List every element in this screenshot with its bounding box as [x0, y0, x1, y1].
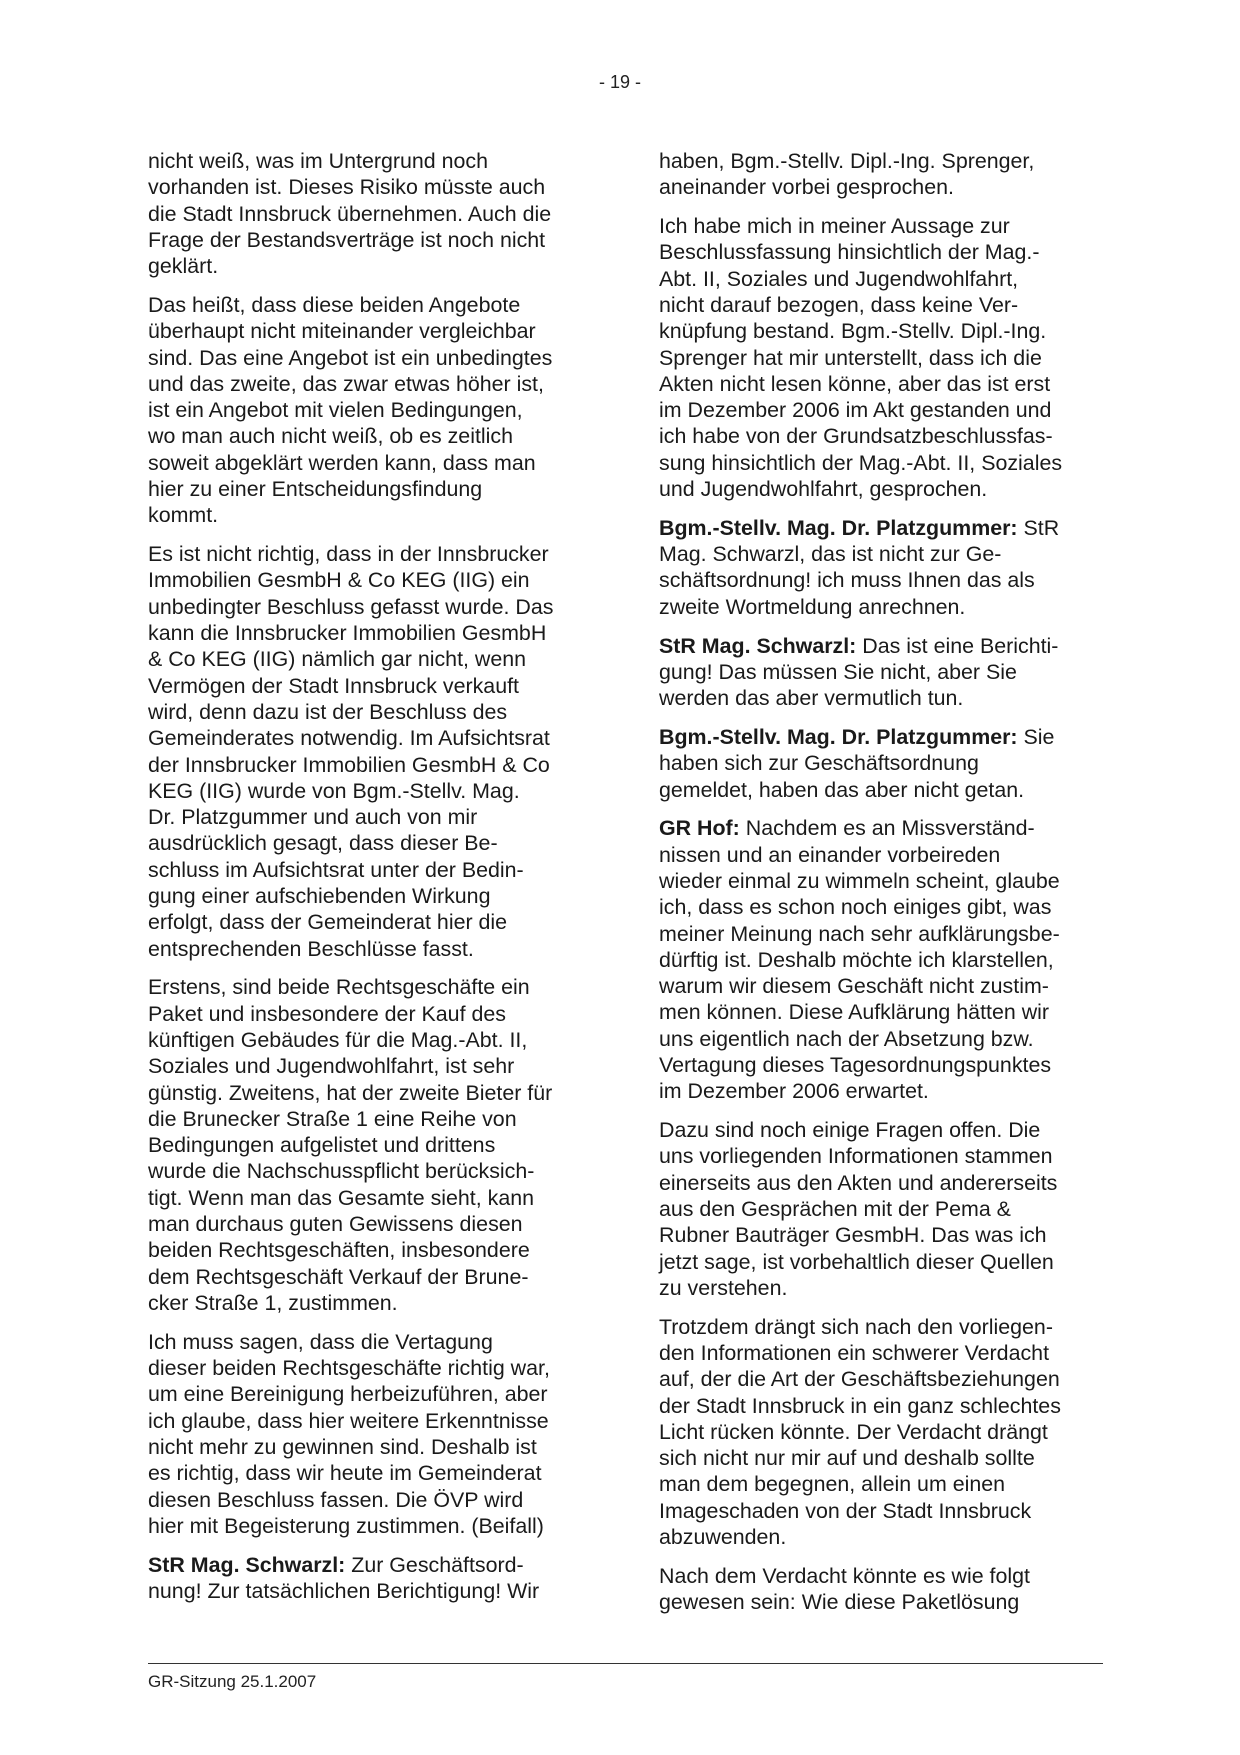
text-line [148, 909, 596, 935]
text-line [148, 292, 596, 318]
line-text: gung! Das müssen Sie nicht, aber Sie [659, 659, 1017, 684]
text-line [148, 1552, 596, 1578]
line-text: Dazu sind noch einige Fragen offen. Die [659, 1118, 1041, 1143]
text-line [659, 594, 1107, 620]
line-text: überhaupt nicht miteinander vergleichbar [148, 319, 536, 344]
line-text: wo man auch nicht weiß, ob es zeitlich [148, 424, 513, 449]
text-line [148, 502, 596, 528]
text-line [148, 174, 596, 200]
line-text: hier mit Begeisterung zustimmen. (Beifall) [148, 1513, 544, 1538]
text-line [659, 397, 1107, 423]
text-line [659, 724, 1107, 750]
text-line [659, 659, 1107, 685]
text-line [659, 515, 1107, 541]
paragraph [659, 1117, 1107, 1301]
line-text: dürftig ist. Deshalb möchte ich klarstellen, [659, 947, 1054, 972]
line-text: wurde die Nachschusspflicht berücksich- [148, 1159, 535, 1184]
line-text: tigt. Wenn man das Gesamte sieht, kann [148, 1185, 535, 1210]
text-line [148, 673, 596, 699]
text-line [148, 883, 596, 909]
line-text: Akten nicht lesen könne, aber das ist erst [659, 371, 1051, 396]
text-line [148, 450, 596, 476]
text-line [148, 345, 596, 371]
line-text: knüpfung bestand. Bgm.-Stellv. Dipl.-Ing. [659, 319, 1047, 344]
page-number: - 19 - [598, 72, 641, 92]
text-line [148, 752, 596, 778]
line-text: geklärt. [148, 254, 219, 279]
line-text: kommt. [148, 503, 219, 528]
line-text: Immobilien GesmbH & Co KEG (IIG) ein [148, 568, 530, 593]
text-line [659, 1143, 1107, 1169]
text-line [148, 936, 596, 962]
text-line [148, 423, 596, 449]
text-line [659, 921, 1107, 947]
line-text: hier zu einer Entscheidungsfindung [148, 477, 483, 502]
line-text: Es ist nicht richtig, dass in der Innsbrucker [148, 542, 549, 567]
speaker-name: GR Hof: [659, 816, 740, 841]
line-text: beiden Rechtsgeschäften, insbesondere [148, 1238, 530, 1263]
paragraph [148, 974, 596, 1316]
line-text: zu verstehen. [659, 1275, 788, 1300]
line-text: zweite Wortmeldung anrechnen. [659, 594, 966, 619]
line-text: Das ist eine Berichti- [856, 633, 1059, 658]
text-line [148, 1080, 596, 1106]
text-line [659, 1052, 1107, 1078]
text-line [659, 1498, 1107, 1524]
line-text: jetzt sage, ist vorbehaltlich dieser Quellen [659, 1249, 1054, 1274]
line-text: ausdrücklich gesagt, dass dieser Be- [148, 831, 498, 856]
text-line [659, 777, 1107, 803]
line-text: entsprechenden Beschlüsse fasst. [148, 936, 474, 961]
text-line [659, 947, 1107, 973]
line-text: nicht weiß, was im Untergrund noch [148, 149, 489, 173]
text-line [659, 1249, 1107, 1275]
text-line [659, 541, 1107, 567]
line-text: uns vorliegenden Informationen stammen [659, 1144, 1053, 1169]
text-line [659, 1563, 1107, 1589]
paragraph [148, 541, 596, 962]
line-text: günstig. Zweitens, hat der zweite Bieter für [148, 1080, 553, 1105]
line-text: & Co KEG (IIG) nämlich gar nicht, wenn [148, 647, 527, 672]
text-line [148, 253, 596, 279]
text-line [659, 842, 1107, 868]
line-text: Frage der Bestandsverträge ist noch nicht [148, 227, 546, 252]
line-text: und das zweite, das zwar etwas höher ist, [148, 371, 544, 396]
line-text: nicht mehr zu gewinnen sind. Deshalb ist [148, 1434, 537, 1459]
line-text: uns eigentlich nach der Absetzung bzw. [659, 1026, 1034, 1051]
text-line [148, 1578, 596, 1604]
line-text: Paket und insbesondere der Kauf des [148, 1001, 506, 1026]
paragraph [659, 1563, 1107, 1616]
text-line [148, 620, 596, 646]
text-line [659, 1419, 1107, 1445]
text-line [659, 371, 1107, 397]
text-line [659, 815, 1107, 841]
line-text: Bedingungen aufgelistet und drittens [148, 1133, 496, 1158]
text-line [148, 1408, 596, 1434]
text-line [148, 1211, 596, 1237]
line-text: wieder einmal zu wimmeln scheint, glaube [659, 868, 1060, 893]
line-text: Dr. Platzgummer und auch von mir [148, 805, 478, 830]
text-line [148, 857, 596, 883]
text-line [148, 594, 596, 620]
line-text: nicht darauf bezogen, dass keine Ver- [659, 292, 1019, 317]
text-line [148, 148, 596, 174]
line-text: Beschlussfassung hinsichtlich der Mag.- [659, 240, 1040, 265]
text-line [148, 1329, 596, 1355]
line-text: haben, Bgm.-Stellv. Dipl.-Ing. Sprenger, [659, 149, 1035, 173]
line-text: Rubner Bauträger GesmbH. Das was ich [659, 1223, 1047, 1248]
line-text: Mag. Schwarzl, das ist nicht zur Ge- [659, 542, 1002, 567]
line-text: künftigen Gebäudes für die Mag.-Abt. II, [148, 1028, 528, 1052]
line-text: sind. Das eine Angebot ist ein unbedingtes [148, 345, 553, 370]
text-line [659, 973, 1107, 999]
line-text: auf, der die Art der Geschäftsbeziehungen [659, 1367, 1060, 1392]
text-line [148, 1434, 596, 1460]
paragraph [148, 1552, 596, 1605]
text-line [659, 213, 1107, 239]
text-line [659, 1222, 1107, 1248]
line-text: Imageschaden von der Stadt Innsbruck [659, 1498, 1032, 1523]
text-line [148, 646, 596, 672]
paragraph [659, 815, 1107, 1104]
line-text: gung einer aufschiebenden Wirkung [148, 884, 491, 909]
text-line [148, 1264, 596, 1290]
line-text: der Stadt Innsbruck in ein ganz schlechtes [659, 1393, 1061, 1418]
line-text: Ich muss sagen, dass die Vertagung [148, 1329, 493, 1354]
line-text: vorhanden ist. Dieses Risiko müsste auch [148, 175, 546, 200]
right-text-column [659, 148, 1107, 1628]
line-text: einerseits aus den Akten und andererseits [659, 1170, 1058, 1195]
paragraph [659, 724, 1107, 803]
line-text: Trotzdem drängt sich nach den vorliegen- [659, 1314, 1053, 1339]
line-text: soweit abgeklärt werden kann, dass man [148, 450, 536, 475]
line-text: werden das aber vermutlich tun. [659, 686, 964, 711]
footer-divider [148, 1663, 1103, 1664]
text-line [659, 894, 1107, 920]
line-text: StR [1017, 515, 1060, 540]
text-line [148, 778, 596, 804]
text-line [148, 804, 596, 830]
text-line [659, 1117, 1107, 1143]
text-line [148, 476, 596, 502]
line-text: nung! Zur tatsächlichen Berichtigung! Wir [148, 1578, 540, 1603]
speaker-name: StR Mag. Schwarzl: [148, 1552, 346, 1577]
text-line [148, 1053, 596, 1079]
text-line [659, 1393, 1107, 1419]
text-line [148, 830, 596, 856]
text-line [148, 567, 596, 593]
line-text: man durchaus guten Gewissens diesen [148, 1212, 523, 1237]
line-text: Abt. II, Soziales und Jugendwohlfahrt, [659, 266, 1019, 291]
line-text: ich, dass es schon noch einiges gibt, was [659, 895, 1052, 920]
line-text: unbedingter Beschluss gefasst wurde. Das [148, 594, 554, 619]
line-text: Nach dem Verdacht könnte es wie folgt [659, 1563, 1030, 1588]
text-line [659, 476, 1107, 502]
line-text: es richtig, dass wir heute im Gemeinderat [148, 1461, 542, 1486]
line-text: meiner Meinung nach sehr aufklärungsbe- [659, 921, 1060, 946]
line-text: Zur Geschäftsord- [345, 1552, 524, 1577]
text-line [659, 345, 1107, 371]
text-line [659, 318, 1107, 344]
text-line [148, 1513, 596, 1539]
paragraph [659, 1314, 1107, 1551]
line-text: cker Straße 1, zustimmen. [148, 1290, 398, 1315]
text-line [148, 1158, 596, 1184]
text-line [659, 1026, 1107, 1052]
text-line [659, 266, 1107, 292]
line-text: sung hinsichtlich der Mag.-Abt. II, Soziales [659, 450, 1063, 475]
line-text: ist ein Angebot mit vielen Bedingungen, [148, 398, 523, 423]
text-line [148, 1027, 596, 1053]
text-line [148, 974, 596, 1000]
text-line [659, 292, 1107, 318]
text-line [659, 1524, 1107, 1550]
line-text: Das heißt, dass diese beiden Angebote [148, 292, 521, 317]
line-text: diesen Beschluss fassen. Die ÖVP wird [148, 1487, 524, 1512]
line-text: wird, denn dazu ist der Beschluss des [148, 699, 508, 724]
text-line [659, 1471, 1107, 1497]
text-line [659, 1275, 1107, 1301]
line-text: haben sich zur Geschäftsordnung [659, 751, 979, 776]
line-text: Erstens, sind beide Rechtsgeschäfte ein [148, 975, 530, 1000]
paragraph [148, 1329, 596, 1539]
text-line [148, 318, 596, 344]
line-text: im Dezember 2006 erwartet. [659, 1079, 929, 1104]
footer-session-date: GR-Sitzung 25.1.2007 [148, 1672, 317, 1691]
line-text: man dem begegnen, allein um einen [659, 1472, 1006, 1497]
left-text-column [148, 148, 596, 1617]
text-line [659, 685, 1107, 711]
text-line [659, 239, 1107, 265]
text-line [148, 1460, 596, 1486]
text-line [148, 725, 596, 751]
text-line [659, 174, 1107, 200]
text-line [659, 868, 1107, 894]
line-text: schäftsordnung! ich muss Ihnen das als [659, 568, 1035, 593]
line-text: Nachdem es an Missverständ- [739, 816, 1035, 841]
text-line [148, 1185, 596, 1211]
line-text: aus den Gesprächen mit der Pema & [659, 1196, 1011, 1221]
text-line [148, 1001, 596, 1027]
line-text: KEG (IIG) wurde von Bgm.-Stellv. Mag. [148, 778, 520, 803]
line-text: dieser beiden Rechtsgeschäfte richtig war, [148, 1356, 550, 1381]
speaker-name: StR Mag. Schwarzl: [659, 633, 857, 658]
line-text: Vermögen der Stadt Innsbruck verkauft [148, 673, 519, 698]
line-text: Soziales und Jugendwohlfahrt, ist sehr [148, 1054, 515, 1079]
line-text: die Brunecker Straße 1 eine Reihe von [148, 1106, 517, 1131]
text-line [659, 1314, 1107, 1340]
line-text: ich habe von der Grundsatzbeschlussfas- [659, 424, 1053, 449]
line-text: kann die Innsbrucker Immobilien GesmbH [148, 621, 547, 646]
paragraph [659, 213, 1107, 502]
text-line [148, 541, 596, 567]
line-text: Sprenger hat mir unterstellt, dass ich die [659, 345, 1042, 370]
text-line [659, 1445, 1107, 1471]
text-line [148, 201, 596, 227]
line-text: men können. Diese Aufklärung hätten wir [659, 1000, 1050, 1025]
line-text: die Stadt Innsbruck übernehmen. Auch die [148, 201, 552, 226]
line-text: Gemeinderates notwendig. Im Aufsichtsrat [148, 726, 550, 751]
line-text: gemeldet, haben das aber nicht getan. [659, 777, 1025, 802]
line-text: Sie [1017, 724, 1055, 749]
text-line [148, 227, 596, 253]
text-line [659, 1340, 1107, 1366]
line-text: schluss im Aufsichtsrat unter der Bedin- [148, 857, 524, 882]
text-line [659, 450, 1107, 476]
paragraph [148, 148, 596, 279]
line-text: um eine Bereinigung herbeizuführen, aber [148, 1382, 548, 1407]
line-text: gewesen sein: Wie diese Paketlösung [659, 1590, 1020, 1615]
line-text: im Dezember 2006 im Akt gestanden und [659, 398, 1052, 423]
paragraph [659, 633, 1107, 712]
line-text: abzuwenden. [659, 1525, 787, 1550]
line-text: warum wir diesem Geschäft nicht zustim- [659, 974, 1049, 999]
text-line [148, 1132, 596, 1158]
text-line [659, 1196, 1107, 1222]
text-line [148, 699, 596, 725]
text-line [148, 371, 596, 397]
line-text: den Informationen ein schwerer Verdacht [659, 1340, 1050, 1365]
text-line [659, 148, 1107, 174]
speaker-name: Bgm.-Stellv. Mag. Dr. Platzgummer: [659, 515, 1018, 540]
line-text: nissen und an einander vorbeireden [659, 842, 1001, 867]
line-text: Licht rücken könnte. Der Verdacht drängt [659, 1419, 1048, 1444]
paragraph [659, 515, 1107, 620]
text-line [148, 397, 596, 423]
line-text: der Innsbrucker Immobilien GesmbH & Co [148, 752, 550, 777]
text-line [659, 1078, 1107, 1104]
text-line [148, 1355, 596, 1381]
text-line [659, 423, 1107, 449]
text-line [659, 1366, 1107, 1392]
text-line [659, 633, 1107, 659]
text-line [659, 1589, 1107, 1615]
text-line [659, 750, 1107, 776]
speaker-name: Bgm.-Stellv. Mag. Dr. Platzgummer: [659, 724, 1018, 749]
line-text: ich glaube, dass hier weitere Erkenntnisse [148, 1408, 549, 1433]
text-line [148, 1487, 596, 1513]
text-line [659, 1170, 1107, 1196]
line-text: Vertagung dieses Tagesordnungspunktes [659, 1053, 1052, 1077]
text-line [148, 1106, 596, 1132]
text-line [148, 1290, 596, 1316]
text-line [148, 1237, 596, 1263]
paragraph [659, 148, 1107, 201]
line-text: erfolgt, dass der Gemeinderat hier die [148, 910, 508, 935]
line-text: aneinander vorbei gesprochen. [659, 175, 954, 200]
text-line [148, 1381, 596, 1407]
line-text: dem Rechtsgeschäft Verkauf der Brune- [148, 1264, 529, 1289]
text-line [659, 567, 1107, 593]
text-line [659, 999, 1107, 1025]
line-text: sich nicht nur mir auf und deshalb sollte [659, 1446, 1035, 1471]
line-text: und Jugendwohlfahrt, gesprochen. [659, 477, 988, 502]
line-text: Ich habe mich in meiner Aussage zur [659, 214, 1010, 239]
paragraph [148, 292, 596, 529]
